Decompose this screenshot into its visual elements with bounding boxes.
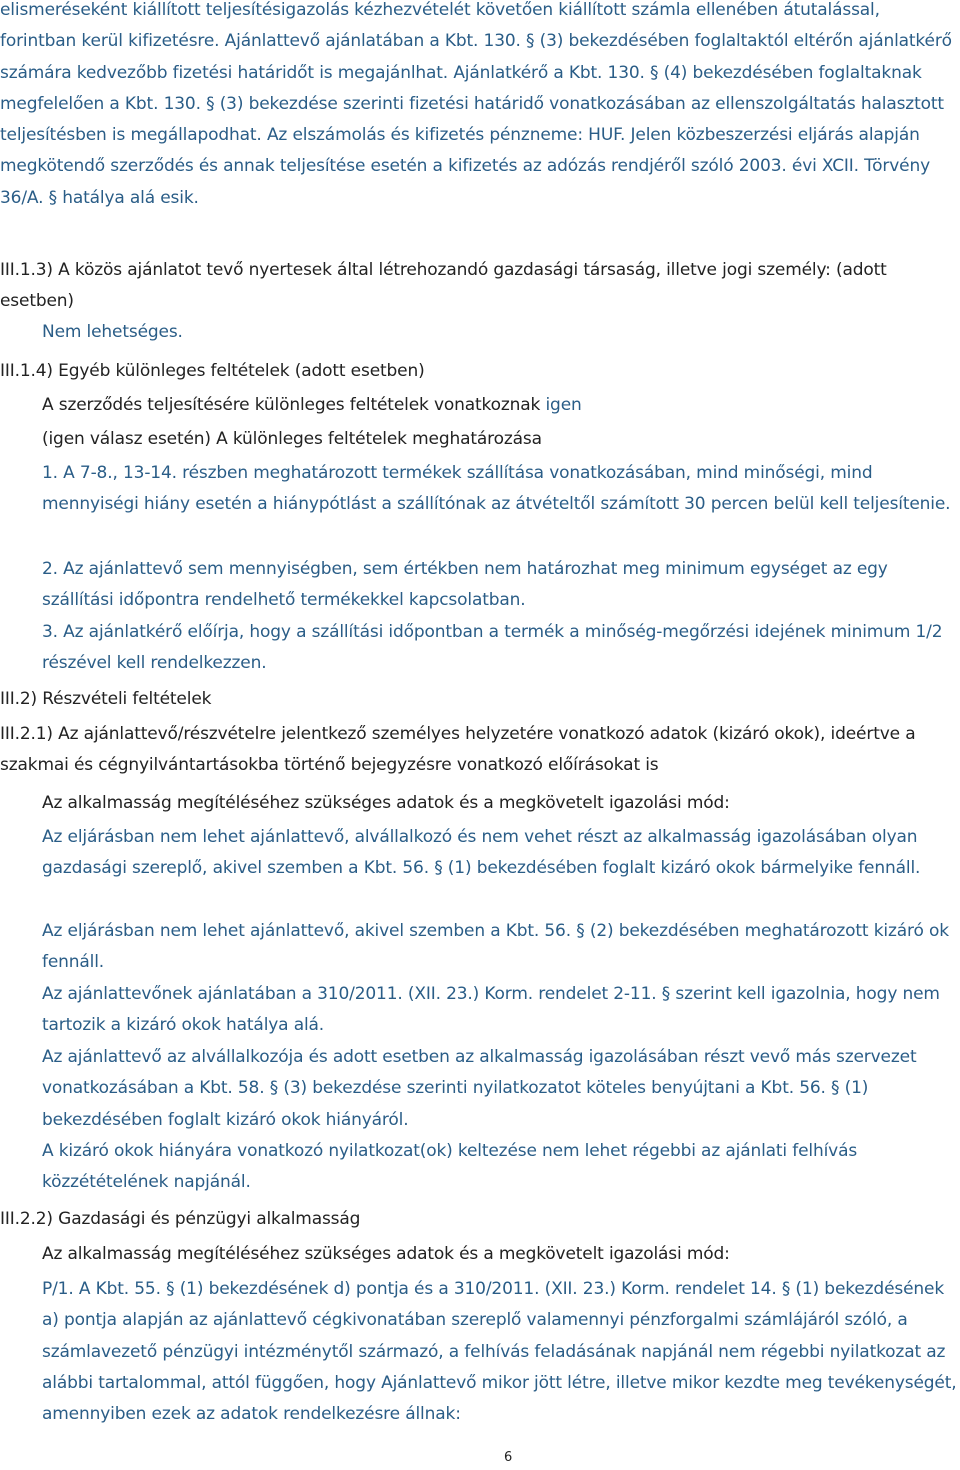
section-heading-iii-2-1: III.2.1) Az ajánlattevő/részvételre jelentkező személyes helyzetére vonatkozó adatok (kizáró okok), ideértve a szakmai és cégnyilvántartásokba történő bejegyzésre vonatkozó előírásokat is xyxy=(0,724,916,776)
special-condition-item-3: 3. Az ajánlatkérő előírja, hogy a szállítási időpontban a termék a minőség-megőrzési idejének minimum 1/2 részével kell rendelkezzen. xyxy=(42,622,943,674)
special-condition-item-1-prefix: 1. A 7-8., 13-14. xyxy=(42,463,183,483)
special-condition-item-1 xyxy=(42,458,958,521)
special-conditions-line xyxy=(42,390,958,421)
section-heading-iii-2-2: III.2.2) Gazdasági és pénzügyi alkalmasság xyxy=(0,1209,361,1229)
special-conditions-definition-label: (igen válasz esetén) A különleges feltételek meghatározása xyxy=(42,429,542,449)
exclusion-paragraph-5: A kizáró okok hiányára vonatkozó nyilatkozat(ok) keltezése nem lehet régebbi az ajánlati felhívás közzétételének napjánál. xyxy=(42,1141,858,1193)
special-conditions-label: A szerződés teljesítésére különleges feltételek vonatkoznak xyxy=(42,395,546,415)
payment-terms-paragraph: elismeréseként kiállított teljesítésigazolás kézhezvételét követően kiállított számla ellenében átutalással, forintban kerül kifizetésre. Ajánlattevő ajánlatában a Kbt. 130. § (3) bekezdésében foglaltaktól eltérőn ajánlatkérő számára kedvezőbb fizetési határidőt is megajánlhat. Ajánlatkérő a Kbt. 130. § (4) bekezdésében foglaltaknak megfelelően a Kbt. 130. § (3) bekezdése szerinti fizetési határidő vonatkozásában az ellenszolgáltatás halasztott teljesítésben is megállapodhat. Az elszámolás és kifizetés pénzneme: HUF. Jelen közbeszerzési eljárás alapján megkötendő szerződés és annak teljesítése esetén a kifizetés az adózás rendjéről szóló 2003. évi XCII. Törvény 36/A. § hatálya alá esik. xyxy=(0,0,952,208)
exclusion-paragraph-1: Az eljárásban nem lehet ajánlattevő, alvállalkozó és nem vehet részt az alkalmasság igazolásában olyan gazdasági szereplő, akivel szemben a Kbt. 56. § (1) bekezdésében foglalt kizáró okok bármelyike fennáll. xyxy=(42,827,921,879)
joint-bid-answer: Nem lehetséges. xyxy=(42,322,183,342)
section-heading-iii-1-3: III.1.3) A közös ajánlatot tevő nyertesek által létrehozandó gazdasági társaság, illetve jogi személy: (adott esetben) xyxy=(0,260,887,312)
section-heading-iii-2: III.2) Részvételi feltételek xyxy=(0,689,212,709)
suitability-requirements-label-2: Az alkalmasság megítéléséhez szükséges adatok és a megkövetelt igazolási mód: xyxy=(42,1244,730,1264)
suitability-requirements-label-1: Az alkalmasság megítéléséhez szükséges adatok és a megkövetelt igazolási mód: xyxy=(42,793,730,813)
exclusion-paragraph-4: Az ajánlattevő az alvállalkozója és adott esetben az alkalmasság igazolásában részt vevő más szervezet vonatkozásában a Kbt. 58. § (3) bekezdése szerinti nyilatkozatot köteles benyújtani a Kbt. 56. § (1) bekezdésében foglalt kizáró okok hiányáról. xyxy=(42,1047,917,1130)
financial-suitability-p1: P/1. A Kbt. 55. § (1) bekezdésének d) pontja és a 310/2011. (XII. 23.) Korm. rendelet 14. § (1) bekezdésének a) pontja alapján az ajánlattevő cégkivonatában szereplő valamennyi pénzforgalmi számlájáról szóló, a számlavezető pénzügyi intézménytől származó, a felhívás feladásának napjánál nem régebbi nyilatkozat az alábbi tartalommal, attól függően, hogy Ajánlattevő mikor jött létre, illetve mikor kezdte meg tevékenységét, amennyiben ezek az adatok rendelkezésre állnak: xyxy=(42,1279,957,1425)
exclusion-paragraph-2: Az eljárásban nem lehet ajánlattevő, akivel szemben a Kbt. 56. § (2) bekezdésében meghatározott kizáró ok fennáll. xyxy=(42,921,949,973)
exclusion-paragraph-3: Az ajánlattevőnek ajánlatában a 310/2011. (XII. 23.) Korm. rendelet 2-11. § szerint kell igazolnia, hogy nem tartozik a kizáró okok hatálya alá. xyxy=(42,984,940,1036)
section-heading-iii-1-4: III.1.4) Egyéb különleges feltételek (adott esetben) xyxy=(0,361,425,381)
special-condition-item-1-text: részben meghatározott termékek szállítása vonatkozásában, mind minőségi, mind mennyiségi hiány esetén a hiánypótlást a szállítónak az átvételtől számított 30 percen belül kell teljesítenie. xyxy=(42,463,951,515)
page-number: 6 xyxy=(503,1450,513,1465)
special-conditions-value: igen xyxy=(545,395,582,415)
special-condition-item-2: 2. Az ajánlattevő sem mennyiségben, sem értékben nem határozhat meg minimum egységet az egy szállítási időpontra rendelhető termékekkel kapcsolatban. xyxy=(42,559,888,611)
